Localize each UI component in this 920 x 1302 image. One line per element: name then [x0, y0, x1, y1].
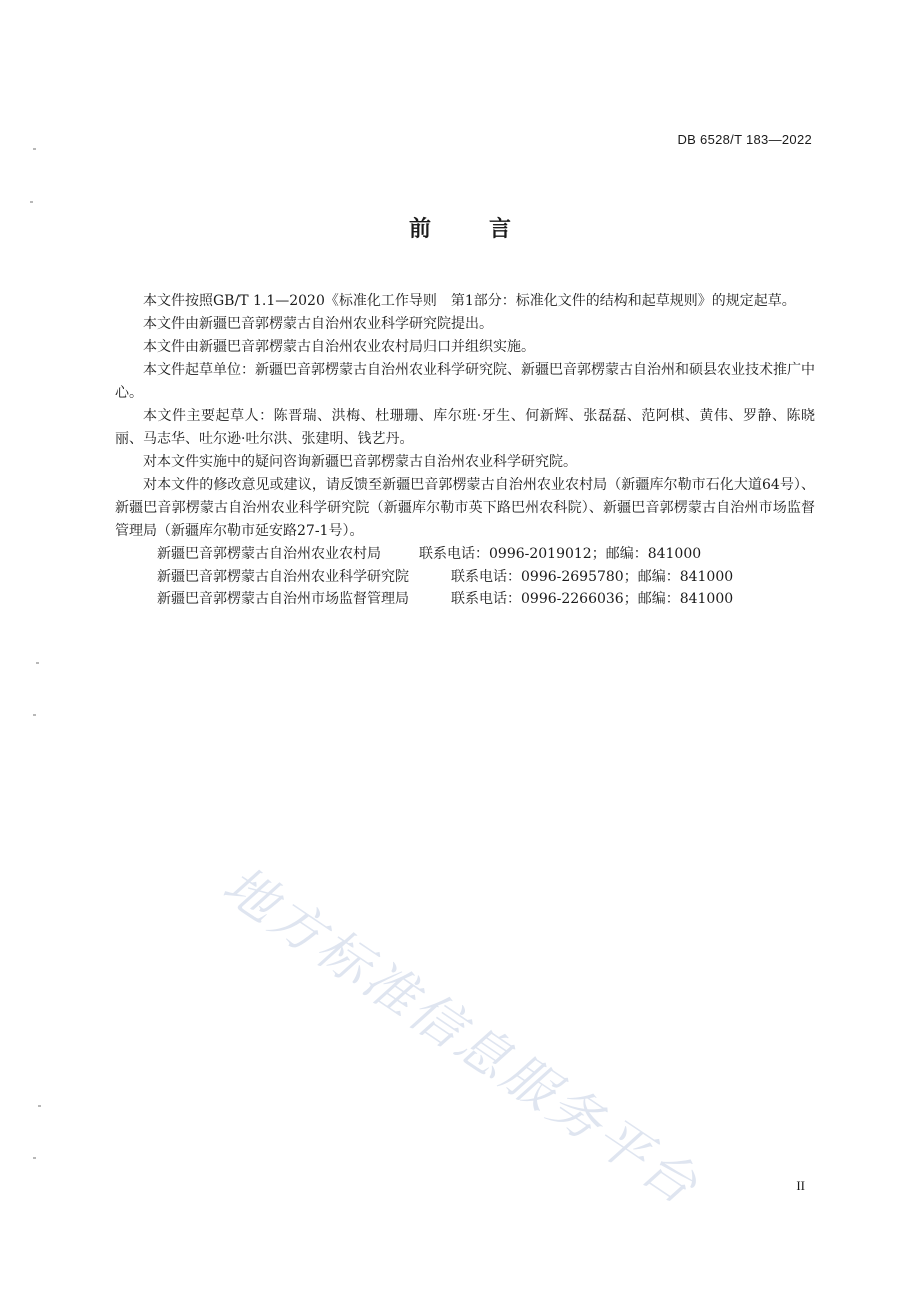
- scan-speck: [33, 1157, 36, 1159]
- contact-line: [115, 543, 815, 566]
- preface-body: [115, 290, 815, 611]
- watermark-text: 地方标准信息服务平台: [212, 855, 710, 1219]
- paragraph-drafting-rules: 本文件按照GB/T 1.1—2020《标准化工作导则 第1部分：标准化文件的结构和起草规则》的规定起草。: [143, 293, 796, 309]
- document-code: DB 6528/T 183—2022: [677, 132, 812, 147]
- paragraph-proposer: 本文件由新疆巴音郭楞蒙古自治州农业科学研究院提出。: [143, 316, 493, 332]
- scan-speck: [33, 714, 36, 716]
- paragraph-feedback: 对本文件的修改意见或建议，请反馈至新疆巴音郭楞蒙古自治州农业农村局（新疆库尔勒市石化大道64号）、新疆巴音郭楞蒙古自治州农业科学研究院（新疆库尔勒市英下路巴州农科院）、新疆巴音郭楞蒙古自治州市场监督管理局（新疆库尔勒市延安路27-1号）。: [115, 477, 815, 539]
- contact-line: [115, 588, 815, 611]
- page-number: II: [796, 1178, 805, 1193]
- paragraph-inquiry: 对本文件实施中的疑问咨询新疆巴音郭楞蒙古自治州农业科学研究院。: [143, 454, 577, 470]
- scan-speck: [38, 1105, 41, 1107]
- contact-info: 联系电话：0996-2019012；邮编：841000: [419, 546, 702, 562]
- paragraph-drafters: 本文件主要起草人：陈晋瑞、洪梅、杜珊珊、库尔班·牙生、何新辉、张磊磊、范阿棋、黄伟、罗静、陈晓丽、马志华、吐尔逊·吐尔洪、张建明、钱艺丹。: [115, 408, 815, 447]
- contact-info: 联系电话：0996-2266036；邮编：841000: [451, 591, 734, 607]
- contact-org: 新疆巴音郭楞蒙古自治州市场监督管理局: [157, 591, 409, 607]
- contact-org: 新疆巴音郭楞蒙古自治州农业农村局: [157, 546, 381, 562]
- contact-info: 联系电话：0996-2695780；邮编：841000: [451, 568, 734, 585]
- page-title: [0, 212, 920, 243]
- contact-line: [115, 566, 815, 589]
- title-char-2: 言: [489, 217, 512, 242]
- scan-speck: [36, 662, 39, 664]
- paragraph-administrator: 本文件由新疆巴音郭楞蒙古自治州农业农村局归口并组织实施。: [143, 339, 535, 355]
- paragraph-drafting-units: 本文件起草单位：新疆巴音郭楞蒙古自治州农业科学研究院、新疆巴音郭楞蒙古自治州和硕县农业技术推广中心。: [115, 362, 815, 401]
- scan-speck: [33, 148, 36, 150]
- contact-org: 新疆巴音郭楞蒙古自治州农业科学研究院: [157, 568, 409, 585]
- title-char-1: 前: [408, 217, 431, 242]
- scan-speck: [30, 201, 33, 203]
